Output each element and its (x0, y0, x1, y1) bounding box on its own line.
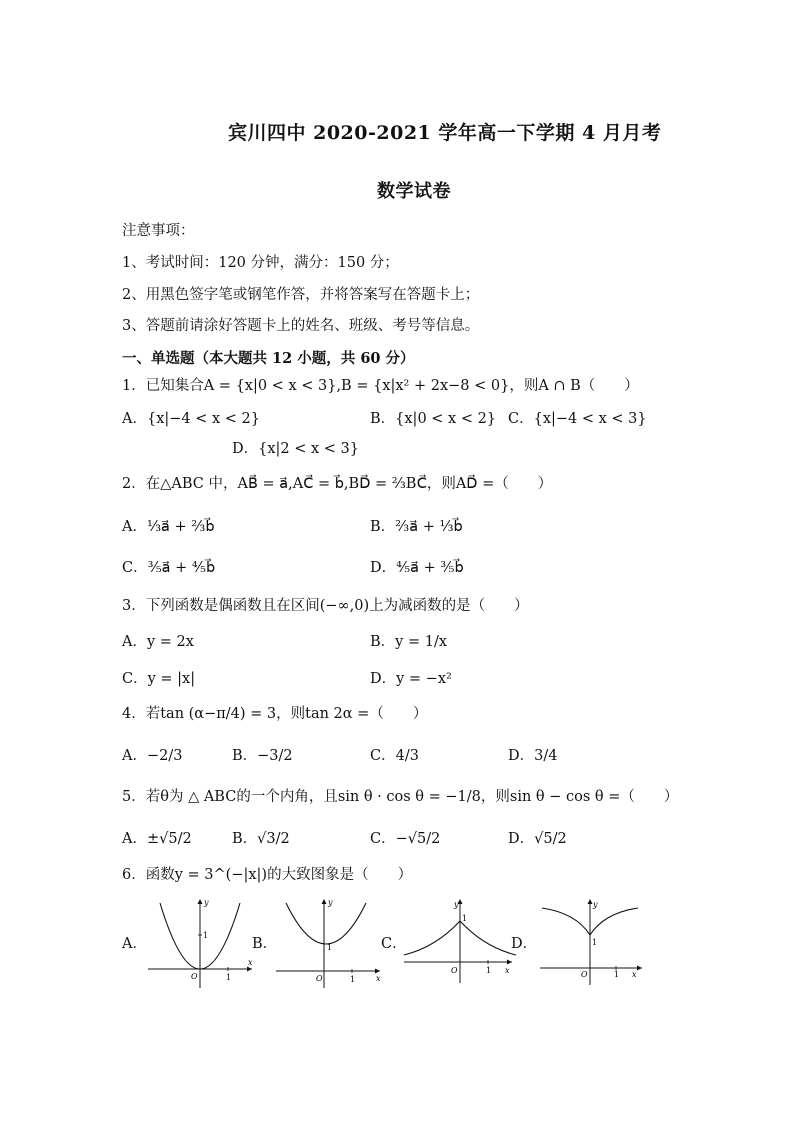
graph-c-origin-label: O (451, 966, 458, 975)
graph-b-figure (272, 895, 384, 990)
question-1-option-c: C．{x|−4 < x < 3} (508, 411, 647, 427)
question-5-option-a: A．±√5/2 (122, 831, 192, 847)
graph-a-y-label: y (204, 898, 209, 907)
question-3-option-d: D．y = −x² (370, 671, 452, 687)
graph-d-y-one: 1 (592, 938, 598, 947)
question-5-option-c: C．−√5/2 (370, 831, 441, 847)
question-6-option-a: A． (122, 936, 147, 952)
graph-d-origin-label: O (581, 970, 588, 979)
notes-item: 2、用黑色签字笔或钢笔作答，并将答案写在答题卡上； (122, 287, 480, 303)
question-2-option-c: C．⅗a⃗ + ⅘b⃗ (122, 560, 216, 576)
question-4-option-c: C．4/3 (370, 748, 419, 764)
graph-a-figure (144, 895, 256, 990)
graph-a-origin-label: O (191, 972, 198, 981)
question-3-option-c: C．y = |x| (122, 671, 196, 687)
notes-item: 1、考试时间：120 分钟，满分：150 分； (122, 255, 399, 271)
question-3-option-b: B．y = 1/x (370, 634, 448, 650)
graph-d-y-label: y (593, 900, 598, 909)
question-2-option-a: A．⅓a⃗ + ⅔b⃗ (122, 519, 215, 535)
question-5-option-d: D．√5/2 (508, 831, 567, 847)
notes-item: 3、答题前请涂好答题卡上的姓名、班级、考号等信息。 (122, 318, 480, 334)
graph-a-x-label: x (248, 958, 253, 967)
graph-c-y-label: y (454, 900, 459, 909)
question-6-option-d: D． (511, 936, 538, 952)
page-subtitle: 数学试卷 (377, 181, 451, 202)
notes-heading: 注意事项： (122, 223, 195, 239)
question-2-option-d: D．⅘a⃗ + ⅗b⃗ (370, 560, 464, 576)
graph-c-x-one: 1 (486, 966, 492, 975)
graph-b-x-one: 1 (350, 975, 356, 984)
graph-c-y-one: 1 (462, 914, 468, 923)
graph-c-figure (402, 895, 518, 990)
graph-b-origin-label: O (316, 974, 323, 983)
graph-d-x-label: x (632, 970, 637, 979)
graph-d-figure (536, 895, 648, 990)
question-6-option-b: B． (252, 936, 278, 952)
question-1-option-a: A．{x|−4 < x < 2} (122, 411, 260, 427)
question-6-option-c: C． (381, 936, 407, 952)
graph-b-x-label: x (376, 974, 381, 983)
question-stem-6: 6．函数y = 3^(−|x|)的大致图象是（ ） (122, 867, 413, 883)
question-5-option-b: B．√3/2 (232, 831, 290, 847)
question-3-option-a: A．y = 2x (122, 634, 194, 650)
graph-c-x-label: x (505, 966, 510, 975)
question-stem-1: 1．已知集合A = {x|0 < x < 3},B = {x|x² + 2x−8 < 0}，则A ∩ B（ ） (122, 378, 639, 394)
question-stem-5: 5．若θ为 △ ABC的一个内角，且sin θ · cos θ = −1/8，则sin θ − cos θ =（ ） (122, 789, 679, 805)
graph-a-x-one: 1 (226, 973, 232, 982)
question-4-option-a: A．−2/3 (122, 748, 183, 764)
question-1-option-b: B．{x|0 < x < 2} (370, 411, 497, 427)
graph-d-x-one: 1 (614, 970, 620, 979)
question-2-option-b: B．⅔a⃗ + ⅓b⃗ (370, 519, 463, 535)
question-4-option-d: D．3/4 (508, 748, 558, 764)
question-4-option-b: B．−3/2 (232, 748, 293, 764)
section-heading: 一、单选题（本大题共 12 小题，共 60 分） (122, 350, 415, 367)
question-stem-4: 4．若tan (α−π/4) = 3，则tan 2α =（ ） (122, 706, 428, 722)
graph-b-y-one: 1 (327, 943, 333, 952)
graph-b-y-label: y (328, 898, 333, 907)
page-title: 宾川四中 2020-2021 学年高一下学期 4 月月考 (228, 122, 662, 144)
graph-a-y-one: 1 (203, 931, 209, 940)
question-stem-3: 3．下列函数是偶函数且在区间(−∞,0)上为减函数的是（ ） (122, 598, 529, 614)
question-1-option-d: D．{x|2 < x < 3} (232, 441, 360, 457)
question-stem-2: 2．在△ABC 中，AB⃗ = a⃗,AC⃗ = b⃗,BD⃗ = ⅔BC⃗，则AD⃗ =（ ） (122, 476, 553, 492)
